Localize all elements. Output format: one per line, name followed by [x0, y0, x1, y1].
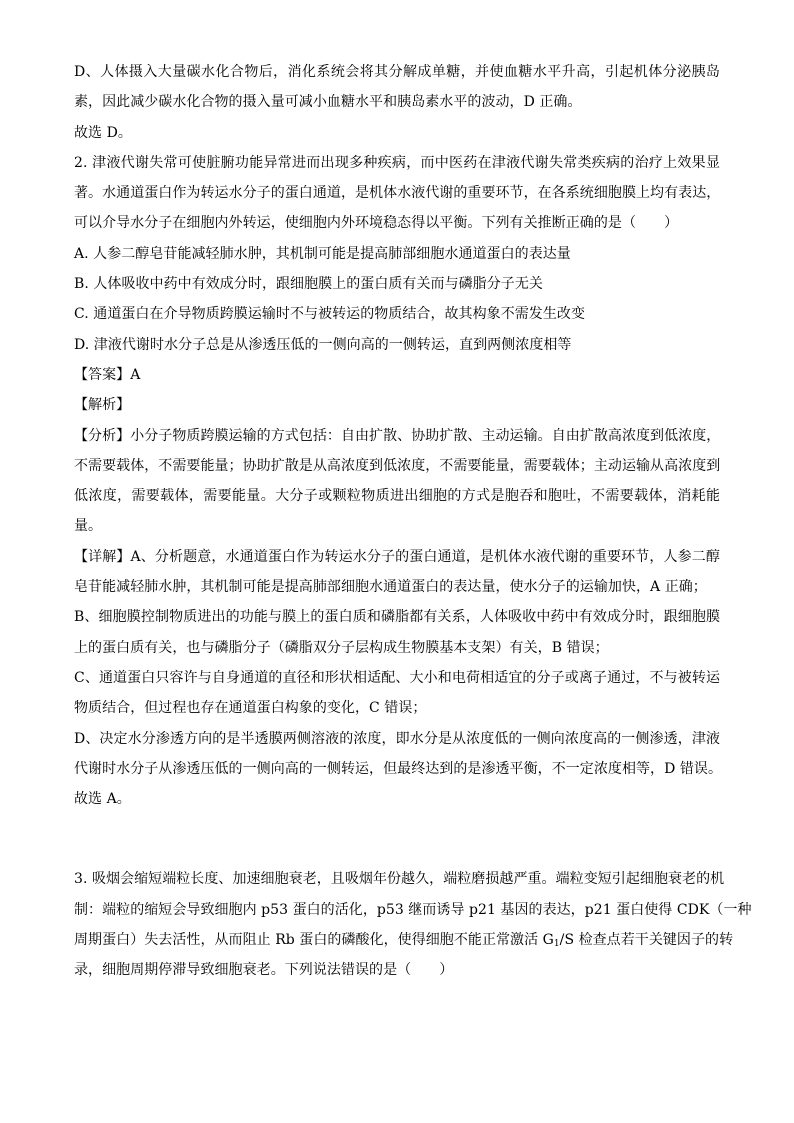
detail-line-2: 皂苷能减轻肺水肿，其机制可能是提高肺部细胞水通道蛋白的表达量，使水分子的运输加快，A 正确； — [74, 579, 707, 596]
question-2-option-b: B. 人体吸收中药中有效成分时，跟细胞膜上的蛋白质有关而与磷脂分子无关 — [74, 276, 543, 293]
analysis-line-4: 量。 — [74, 518, 103, 535]
question-3-stem-line-3-part-a: 周期蛋白）失去活性，从而阻止 Rb 蛋白的磷酸化，使得细胞不能正常激活 G — [74, 932, 554, 949]
analysis-heading: 【解析】 — [74, 397, 131, 414]
g1-subscript: 1 — [553, 939, 560, 950]
document-page — [74, 62, 752, 991]
analysis-line-1: 【分析】小分子物质跨膜运输的方式包括：自由扩散、协助扩散、主动运输。自由扩散高浓度到低浓度， — [74, 427, 721, 444]
question-2-option-c: C. 通道蛋白在介导物质跨膜运输时不与被转运的物质结合，故其构象不需发生改变 — [74, 306, 586, 323]
question-3-stem-line-1: 3. 吸烟会缩短端粒长度、加速细胞衰老，且吸烟年份越久，端粒磨损越严重。端粒变短引起细胞衰老的机 — [74, 871, 725, 888]
prev-answer-conclusion: 故选 D。 — [74, 124, 132, 141]
answer-value: A — [130, 366, 141, 383]
answer-line — [74, 365, 720, 386]
question-2-stem-line-1: 2. 津液代谢失常可使脏腑功能异常进而出现多种疾病，而中医药在津液代谢失常类疾病的治疗上效果显 — [74, 154, 720, 171]
detail-line-5: C、通道蛋白只容许与自身通道的直径和形状相适配、大小和电荷相适宜的分子或离子通过，不与被转运 — [74, 669, 720, 686]
detail-line-7: D、决定水分渗透方向的是半透膜两侧溶液的浓度，即水分是从浓度低的一侧向浓度高的一侧渗透，津液 — [74, 730, 720, 747]
prev-answer-line-2: 素，因此减少碳水化合物的摄入量可减小血糖水平和胰岛素水平的波动，D 正确。 — [74, 94, 582, 111]
question-2-stem-line-2: 著。水通道蛋白作为转运水分子的蛋白通道，是机体水液代谢的重要环节，在各系统细胞膜上均有表达， — [74, 185, 721, 202]
detail-line-4: 上的蛋白质有关，也与磷脂分子（磷脂双分子层构成生物膜基本支架）有关，B 错误； — [74, 639, 609, 656]
detail-line-3: B、细胞膜控制物质进出的功能与膜上的蛋白质和磷脂都有关系，人体吸收中药中有效成分时，跟细胞膜 — [74, 609, 720, 626]
question-3-stem-line-4: 录，细胞周期停滞导致细胞衰老。下列说法错误的是（ ） — [74, 962, 454, 979]
detail-line-1: 【详解】A、分析题意，水通道蛋白作为转运水分子的蛋白通道，是机体水液代谢的重要环节，人参二醇 — [74, 548, 720, 565]
detail-conclusion: 故选 A。 — [74, 791, 131, 808]
question-3-stem-line-3 — [74, 930, 734, 951]
detail-line-6: 物质结合，但过程也存在通道蛋白构象的变化，C 错误； — [74, 700, 427, 717]
section-gap — [74, 819, 720, 869]
answer-label: 【答案】 — [74, 366, 131, 383]
question-3-stem-line-2: 制：端粒的缩短会导致细胞内 p53 蛋白的活化，p53 继而诱导 p21 基因的表达，p21 蛋白使得 CDK（一种 — [74, 901, 752, 918]
question-2-option-d: D. 津液代谢时水分子总是从渗透压低的一侧向高的一侧转运，直到两侧浓度相等 — [74, 336, 572, 353]
question-3-stem-line-3-part-b: /S 检查点若干关键因子的转 — [559, 932, 734, 949]
question-2-option-a: A. 人参二醇皂苷能减轻肺水肿，其机制可能是提高肺部细胞水通道蛋白的表达量 — [74, 245, 571, 262]
question-2-stem-line-3: 可以介导水分子在细胞内外转运，使细胞内外环境稳态得以平衡。下列有关推断正确的是（ ） — [74, 215, 679, 232]
analysis-line-3: 低浓度，需要载体，需要能量。大分子或颗粒物质进出细胞的方式是胞吞和胞吐，不需要载体，消耗能 — [74, 488, 720, 505]
detail-line-8: 代谢时水分子从渗透压低的一侧向高的一侧转运，但最终达到的是渗透平衡，不一定浓度相等，D 错误。 — [74, 760, 723, 777]
prev-answer-line-1: D、人体摄入大量碳水化合物后，消化系统会将其分解成单糖，并使血糖水平升高，引起机体分泌胰岛 — [74, 64, 720, 80]
analysis-line-2: 不需要载体，不需要能量；协助扩散是从高浓度到低浓度，不需要能量，需要载体；主动运输从高浓度到 — [74, 457, 721, 474]
